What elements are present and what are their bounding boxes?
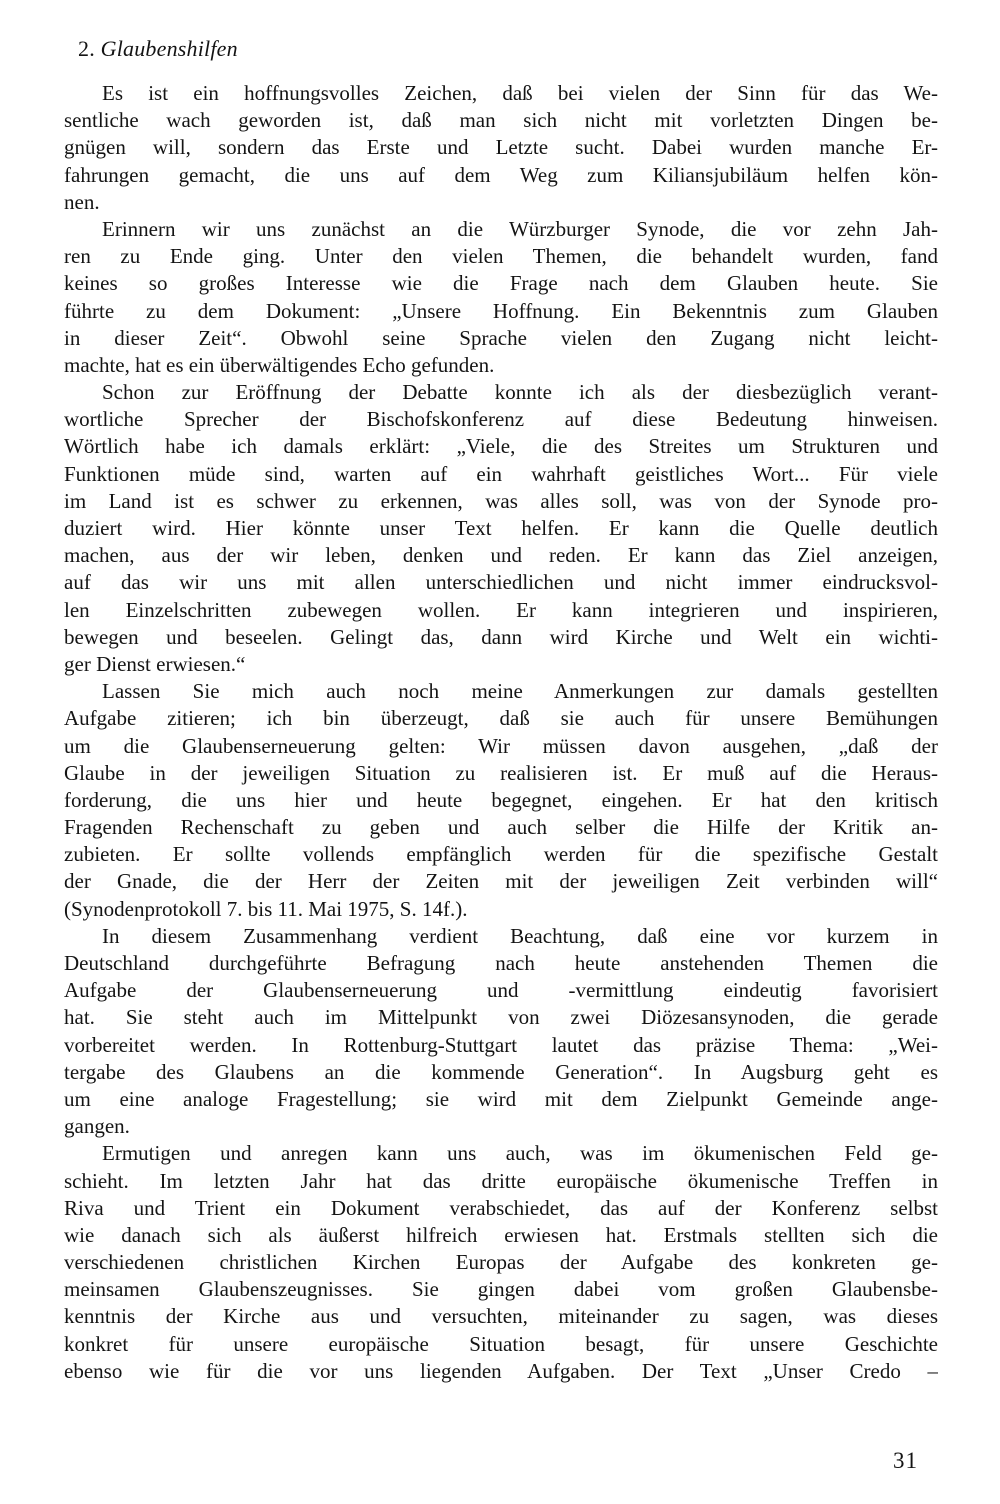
text-line: In diesem Zusammenhang verdient Beachtung, daß eine vor kurzem in bbox=[102, 923, 938, 948]
paragraph bbox=[64, 1140, 938, 1385]
section-number: 2. bbox=[78, 36, 95, 61]
text-line: hat. Sie steht auch im Mittelpunkt von zwei Diözesansynoden, die gerade bbox=[64, 1005, 938, 1030]
text-line: bewegen und beseelen. Gelingt das, dann wird Kirche und Welt ein wichti- bbox=[64, 624, 938, 649]
paragraph bbox=[64, 80, 938, 216]
text-line: duziert wird. Hier könnte unser Text helfen. Er kann die Quelle deutlich bbox=[64, 516, 938, 540]
text-line: um die Glaubenserneuerung gelten: Wir müssen davon ausgehen, „daß der bbox=[64, 733, 938, 758]
text-line: Ermutigen und anregen kann uns auch, was im ökumenischen Feld ge- bbox=[102, 1141, 938, 1166]
text-line: konkret für unsere europäische Situation besagt, für unsere Geschichte bbox=[64, 1331, 938, 1356]
text-line: vorbereitet werden. In Rottenburg-Stuttgart lautet das präzise Thema: „Wei- bbox=[64, 1032, 938, 1057]
text-line: Schon zur Eröffnung der Debatte konnte ich als der diesbezüglich verant- bbox=[102, 380, 938, 405]
text-line: ebenso wie für die vor uns liegenden Aufgaben. Der Text „Unser Credo – bbox=[64, 1358, 938, 1383]
text-line: ger Dienst erwiesen.“ bbox=[64, 651, 246, 676]
paragraph bbox=[64, 216, 938, 379]
text-line: Riva und Trient ein Dokument verabschiedet, das auf der Konferenz selbst bbox=[64, 1195, 938, 1220]
text-line: Lassen Sie mich auch noch meine Anmerkungen zur damals gestellten bbox=[102, 679, 938, 704]
text-line: (Synodenprotokoll 7. bis 11. Mai 1975, S. 14f.). bbox=[64, 896, 468, 921]
text-line: Glaube in der jeweiligen Situation zu realisieren ist. Er muß auf die Heraus- bbox=[64, 760, 938, 785]
page-number: 31 bbox=[893, 1448, 918, 1473]
text-line: zubieten. Er sollte vollends empfänglich werden für die spezifische Gestalt bbox=[64, 842, 938, 867]
section-heading bbox=[78, 36, 238, 62]
text-line: verschiedenen christlichen Kirchen Europas der Aufgabe des konkreten ge- bbox=[64, 1250, 938, 1275]
text-line: forderung, die uns hier und heute begegnet, eingehen. Er hat den kritisch bbox=[64, 787, 938, 812]
text-line: kenntnis der Kirche aus und versuchten, miteinander zu sagen, was dieses bbox=[64, 1304, 938, 1329]
text-line: schieht. Im letzten Jahr hat das dritte europäische ökumenische Treffen in bbox=[64, 1168, 938, 1193]
paragraph bbox=[64, 379, 938, 678]
paragraph bbox=[64, 923, 938, 1141]
text-line: tergabe des Glaubens an die kommende Generation“. In Augsburg geht es bbox=[64, 1059, 938, 1084]
text-line: der Gnade, die der Herr der Zeiten mit der jeweiligen Zeit verbinden will“ bbox=[64, 869, 938, 894]
section-title: Glaubenshilfen bbox=[100, 36, 238, 61]
text-line: machen, aus der wir leben, denken und reden. Er kann das Ziel anzeigen, bbox=[64, 543, 938, 568]
text-line: auf das wir uns mit allen unterschiedlichen und nicht immer eindrucksvol- bbox=[64, 570, 938, 595]
text-line: wie danach sich als äußerst hilfreich erwiesen hat. Erstmals stellten sich die bbox=[64, 1222, 938, 1247]
text-line: Wörtlich habe ich damals erklärt: „Viele, die des Streites um Strukturen und bbox=[64, 434, 938, 459]
text-line: Deutschland durchgeführte Befragung nach heute anstehenden Themen die bbox=[64, 951, 938, 975]
text-line: sentliche wach geworden ist, daß man sich nicht mit vorletzten Dingen be- bbox=[64, 108, 938, 133]
text-line: gnügen will, sondern das Erste und Letzte sucht. Dabei wurden manche Er- bbox=[64, 135, 938, 160]
text-line: Fragenden Rechenschaft zu geben und auch selber die Hilfe der Kritik an- bbox=[64, 815, 938, 840]
text-line: machte, hat es ein überwältigendes Echo gefunden. bbox=[64, 352, 495, 377]
text-line: nen. bbox=[64, 189, 100, 214]
text-line: Es ist ein hoffnungsvolles Zeichen, daß bei vielen der Sinn für das We- bbox=[102, 81, 938, 105]
text-line: ren zu Ende ging. Unter den vielen Themen, die behandelt wurden, fand bbox=[64, 244, 938, 269]
text-line: im Land ist es schwer zu erkennen, was alles soll, was von der Synode pro- bbox=[64, 488, 938, 513]
text-line: fahrungen gemacht, die uns auf dem Weg zum Kiliansjubiläum helfen kön- bbox=[64, 162, 938, 187]
text-line: Erinnern wir uns zunächst an die Würzburger Synode, die vor zehn Jah- bbox=[102, 216, 938, 241]
body-text bbox=[64, 80, 938, 1385]
text-line: len Einzelschritten zubewegen wollen. Er kann integrieren und inspirieren, bbox=[64, 597, 938, 622]
text-line: meinsamen Glaubenszeugnisses. Sie gingen dabei vom großen Glaubensbe- bbox=[64, 1277, 938, 1302]
text-line: wortliche Sprecher der Bischofskonferenz auf diese Bedeutung hinweisen. bbox=[64, 407, 938, 432]
text-line: führte zu dem Dokument: „Unsere Hoffnung. Ein Bekenntnis zum Glauben bbox=[64, 298, 938, 323]
text-line: Aufgabe zitieren; ich bin überzeugt, daß sie auch für unsere Bemühungen bbox=[64, 706, 938, 731]
text-line: keines so großes Interesse wie die Frage nach dem Glauben heute. Sie bbox=[64, 271, 938, 296]
text-line: in dieser Zeit“. Obwohl seine Sprache vielen den Zugang nicht leicht- bbox=[64, 325, 938, 350]
paragraph bbox=[64, 678, 938, 923]
text-line: Aufgabe der Glaubenserneuerung und -vermittlung eindeutig favorisiert bbox=[64, 978, 938, 1003]
text-line: gangen. bbox=[64, 1114, 130, 1139]
text-line: Funktionen müde sind, warten auf ein wahrhaft geistliches Wort... Für viele bbox=[64, 461, 938, 486]
text-line: um eine analoge Fragestellung; sie wird mit dem Zielpunkt Gemeinde ange- bbox=[64, 1086, 938, 1111]
